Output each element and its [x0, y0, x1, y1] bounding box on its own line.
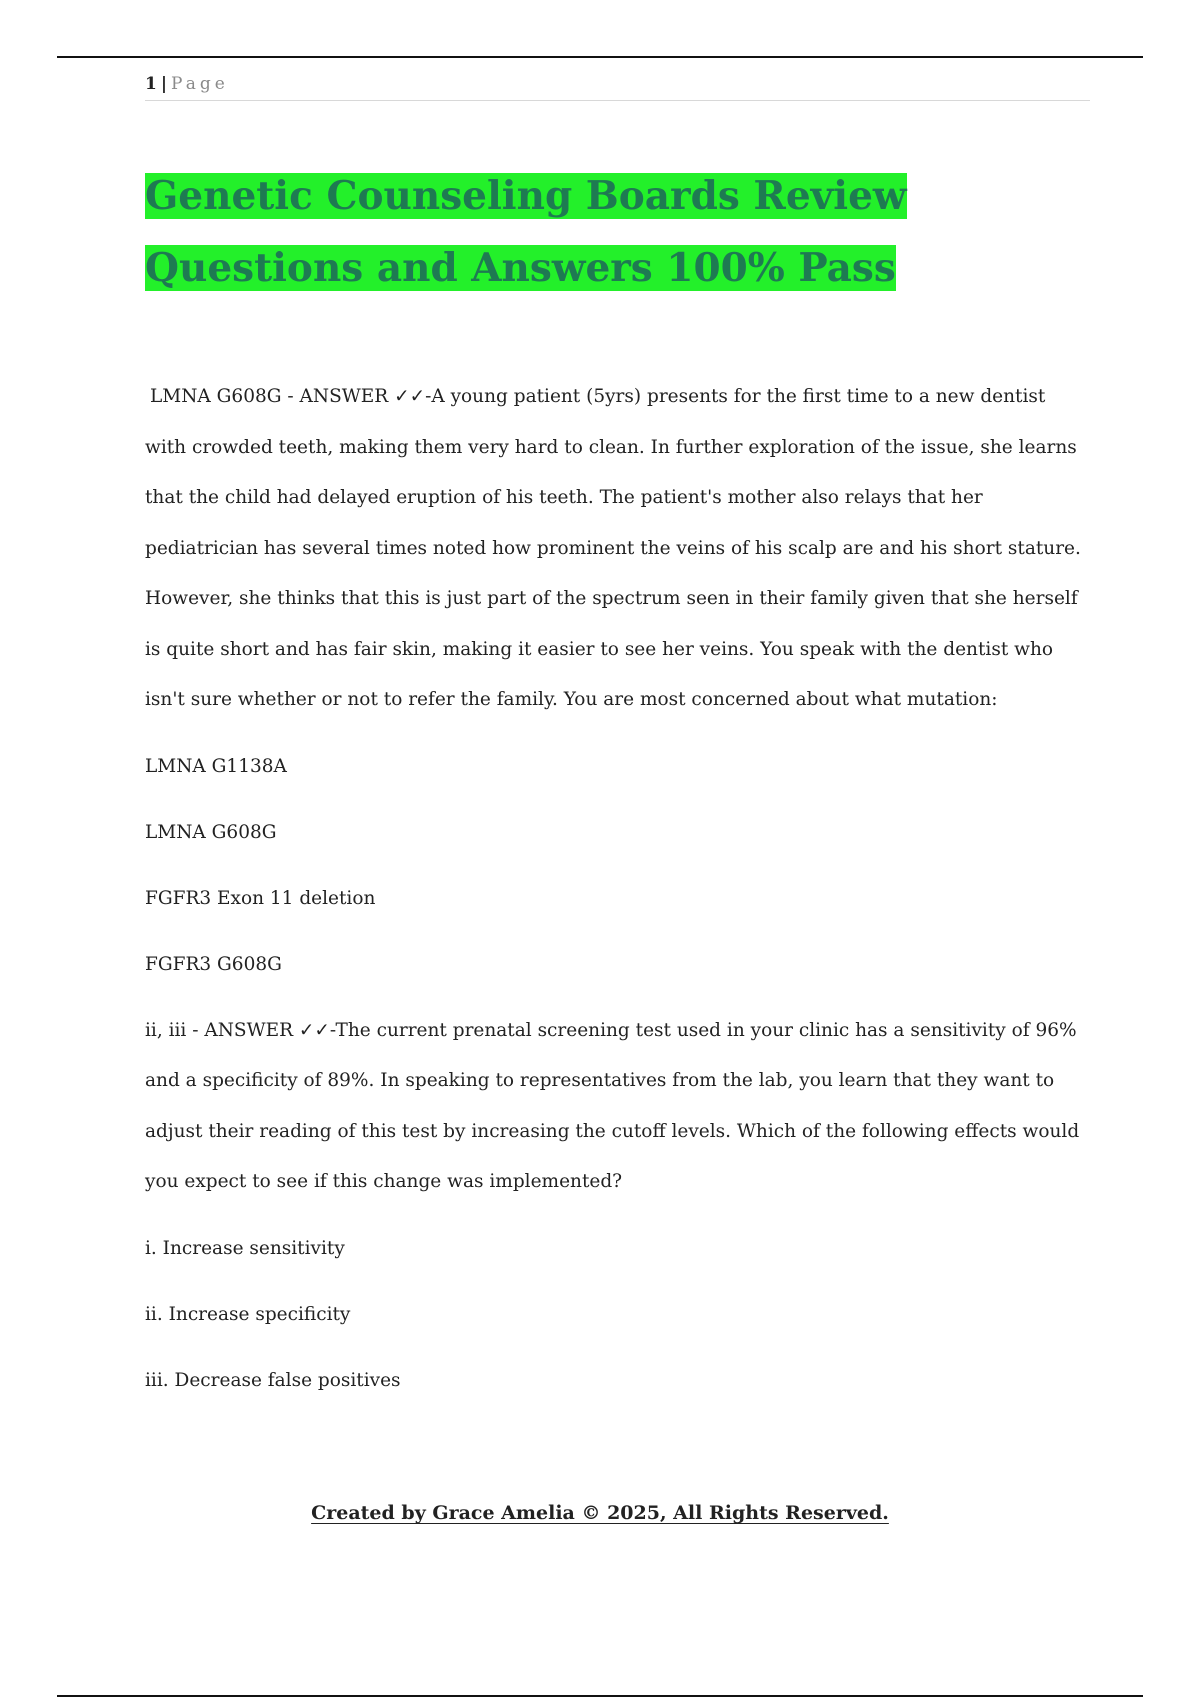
document-title [145, 160, 1105, 304]
question-2-text: ii, iii - ANSWER ✓✓-The current prenatal screening test used in your clinic has a sensitivity of 96% and a specificity of 89%. In speaking to representatives from the lab, you learn that they want to adjust their reading of this test by increasing the cutoff levels. Which of the following effects would you expect to see if this change was implemented? [145, 1019, 1080, 1192]
question-1-option: FGFR3 G608G [145, 953, 282, 975]
copyright-text: Created by Grace Amelia © 2025, All Rights Reserved. [311, 1502, 889, 1524]
document-body [145, 372, 1085, 1394]
question-1-option: LMNA G608G [145, 821, 277, 843]
question-1-option: LMNA G1138A [145, 755, 287, 777]
question-2-option: i. Increase sensitivity [145, 1237, 345, 1259]
page-label: Page [171, 74, 229, 94]
document-title-text: Genetic Counseling Boards Review Questions and Answers 100% Pass [145, 173, 907, 291]
question-1-option: FGFR3 Exon 11 deletion [145, 887, 376, 909]
page-separator: | [160, 74, 168, 94]
copyright-footer [0, 1502, 1200, 1524]
page-number: 1 [145, 74, 157, 94]
question-2-option: iii. Decrease false positives [145, 1369, 401, 1391]
bottom-rule [57, 1695, 1143, 1697]
question-2-option: ii. Increase specificity [145, 1303, 351, 1325]
question-1-text: LMNA G608G - ANSWER ✓✓-A young patient (5yrs) presents for the first time to a new dentist with crowded teeth, making them very hard to clean. In further exploration of the issue, she learns that the child had delayed eruption of his teeth. The patient's mother also relays that her pediatrician has several times noted how prominent the veins of his scalp are and his short stature. However, she thinks that this is just part of the spectrum seen in their family given that she herself is quite short and has fair skin, making it easier to see her veins. You speak with the dentist who isn't sure whether or not to refer the family. You are most concerned about what mutation: [145, 386, 1081, 710]
page-header [145, 72, 1090, 101]
top-rule [57, 56, 1143, 58]
